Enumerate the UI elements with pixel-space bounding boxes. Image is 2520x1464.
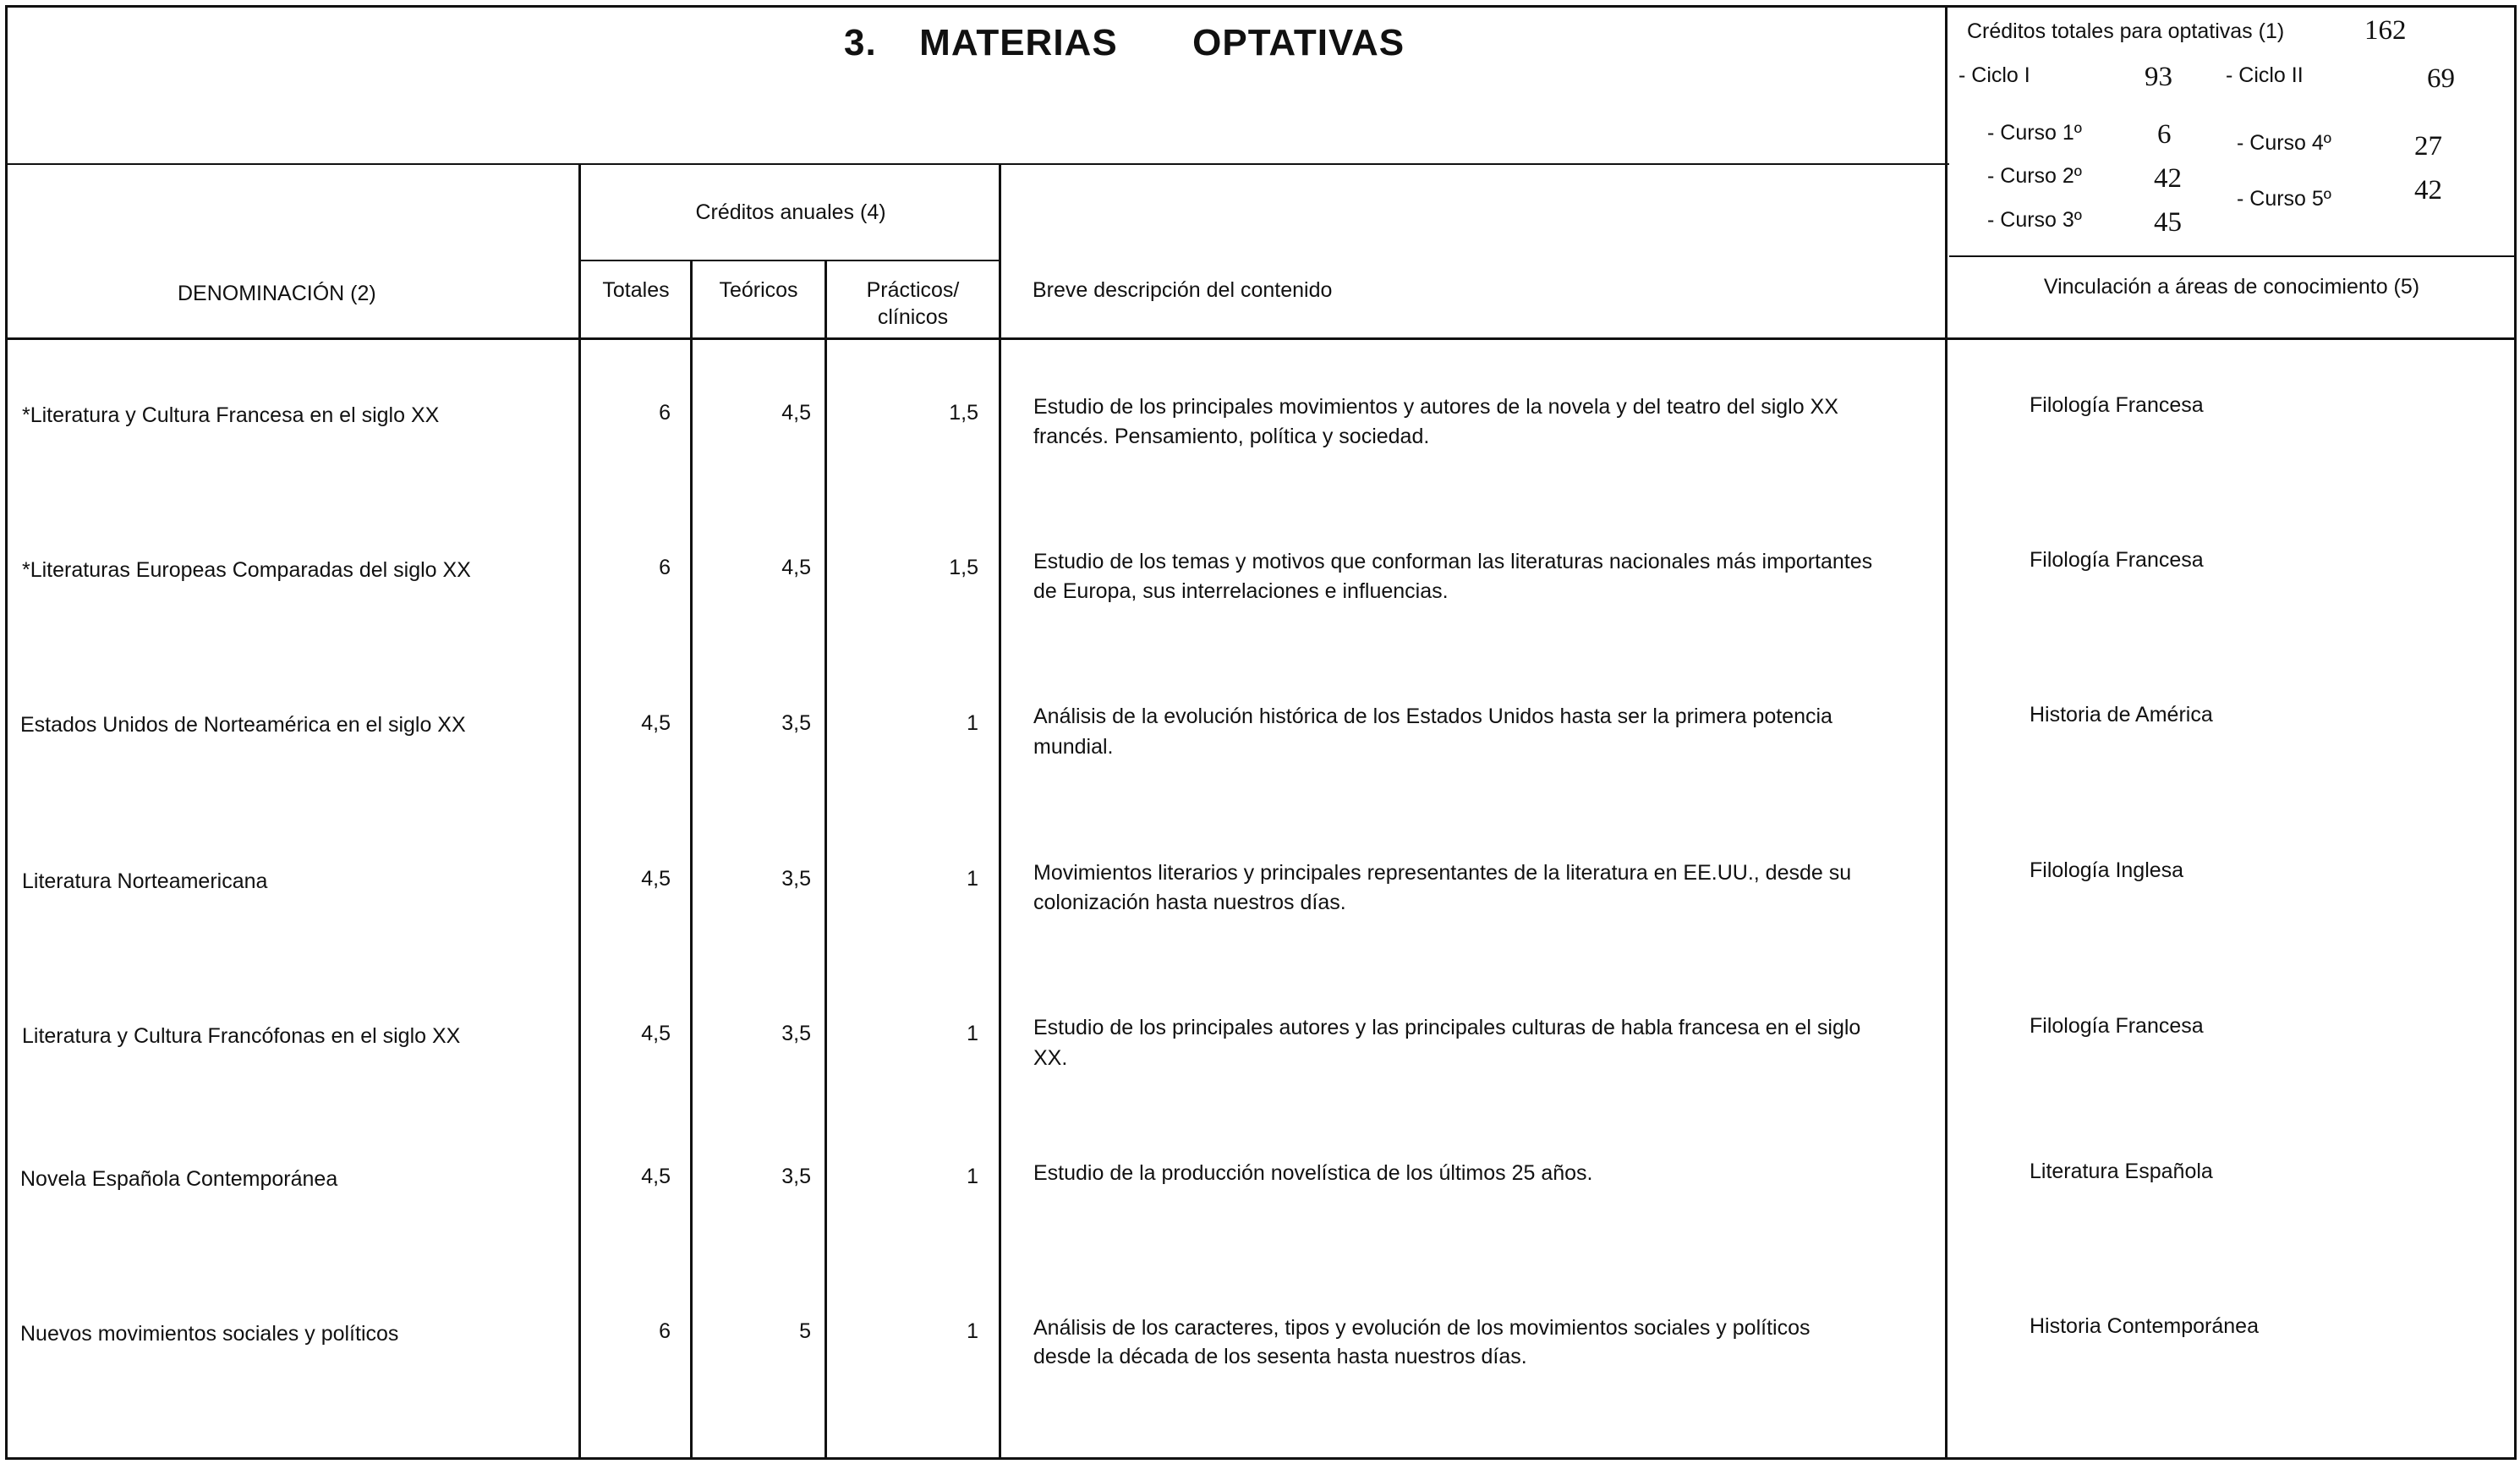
row-6-name: Novela Española Contemporánea <box>20 1167 338 1191</box>
curso5-value: 42 <box>2414 175 2442 206</box>
row-1-desc-line2: francés. Pensamiento, política y sociedad. <box>1033 425 1430 448</box>
row-2-practicos: 1,5 <box>949 556 978 579</box>
row-5-practicos: 1 <box>967 1022 978 1045</box>
curso3-value: 45 <box>2154 207 2182 238</box>
row-4-area: Filología Inglesa <box>2030 858 2184 882</box>
header-bottom-line <box>7 337 2514 340</box>
row-6-desc-line1: Estudio de la producción novelística de los últimos 25 años. <box>1033 1161 1593 1185</box>
row-3-desc-line2: mundial. <box>1033 735 1114 759</box>
header-descripcion: Breve descripción del contenido <box>1033 278 1333 302</box>
row-7-desc-line1: Análisis de los caracteres, tipos y evolución de los movimientos sociales y políticos <box>1033 1316 1811 1340</box>
header-totales: Totales <box>602 278 670 302</box>
row-6-totales: 4,5 <box>641 1165 671 1188</box>
row-7-practicos: 1 <box>967 1319 978 1343</box>
column-divider-totales <box>690 260 693 1460</box>
row-3-practicos: 1 <box>967 711 978 735</box>
header-practicos-line2: clínicos <box>877 305 949 329</box>
row-4-desc-line1: Movimientos literarios y principales representantes de la literatura en EE.UU., desde su <box>1033 861 1852 885</box>
ciclo1-label: - Ciclo I <box>1958 63 2030 87</box>
header-teoricos: Teóricos <box>719 278 798 302</box>
curso2-label: - Curso 2º <box>1987 164 2082 188</box>
row-2-totales: 6 <box>659 556 671 579</box>
row-2-area: Filología Francesa <box>2030 548 2204 572</box>
row-7-area: Historia Contemporánea <box>2030 1314 2259 1338</box>
curso4-value: 27 <box>2414 131 2442 162</box>
row-6-teoricos: 3,5 <box>781 1165 811 1188</box>
page-title <box>844 22 1405 64</box>
row-3-teoricos: 3,5 <box>781 711 811 735</box>
row-3-name: Estados Unidos de Norteamérica en el siglo XX <box>20 713 466 737</box>
curso5-label: - Curso 5º <box>2237 187 2331 211</box>
column-divider-descripcion <box>1945 5 1948 1460</box>
row-7-totales: 6 <box>659 1319 671 1343</box>
column-divider-practicos <box>999 163 1001 1460</box>
subheader-divider-line <box>578 260 1001 261</box>
row-5-totales: 4,5 <box>641 1022 671 1045</box>
row-1-desc-line1: Estudio de los principales movimientos y autores de la novela y del teatro del siglo XX <box>1033 395 1838 419</box>
row-1-teoricos: 4,5 <box>781 401 811 425</box>
credits-total-value: 162 <box>2364 15 2407 46</box>
header-creditos-anuales: Créditos anuales (4) <box>695 200 886 224</box>
row-3-totales: 4,5 <box>641 711 671 735</box>
row-5-area: Filología Francesa <box>2030 1014 2204 1038</box>
row-5-desc-line2: XX. <box>1033 1046 1068 1070</box>
row-7-desc-line2: desde la década de los sesenta hasta nuestros días. <box>1033 1345 1527 1368</box>
row-2-desc-line2: de Europa, sus interrelaciones e influencias. <box>1033 579 1449 603</box>
header-divider-line <box>7 163 1949 165</box>
row-2-desc-line1: Estudio de los temas y motivos que conforman las literaturas nacionales más importantes <box>1033 550 1873 573</box>
row-6-area: Literatura Española <box>2030 1160 2213 1183</box>
row-1-name: *Literatura y Cultura Francesa en el siglo XX <box>22 403 440 427</box>
ciclo2-value: 69 <box>2427 63 2455 94</box>
credits-box-divider-line <box>1949 255 2514 257</box>
section-number: 3. <box>844 22 877 63</box>
row-4-teoricos: 3,5 <box>781 867 811 891</box>
header-denominacion: DENOMINACIÓN (2) <box>178 282 376 305</box>
header-practicos-line1: Prácticos/ <box>866 278 960 302</box>
row-4-totales: 4,5 <box>641 867 671 891</box>
row-1-totales: 6 <box>659 401 671 425</box>
curso2-value: 42 <box>2154 163 2182 194</box>
ciclo1-value: 93 <box>2145 62 2172 92</box>
curso1-value: 6 <box>2157 119 2172 150</box>
ciclo2-label: - Ciclo II <box>2226 63 2304 87</box>
curso4-label: - Curso 4º <box>2237 131 2331 155</box>
row-5-teoricos: 3,5 <box>781 1022 811 1045</box>
column-divider-teoricos <box>824 260 827 1460</box>
curso3-label: - Curso 3º <box>1987 208 2082 232</box>
curso1-label: - Curso 1º <box>1987 121 2082 145</box>
row-4-desc-line2: colonización hasta nuestros días. <box>1033 891 1346 914</box>
header-vinculacion: Vinculación a áreas de conocimiento (5) <box>2043 275 2420 299</box>
row-3-area: Historia de América <box>2030 703 2213 727</box>
row-7-teoricos: 5 <box>799 1319 811 1343</box>
column-divider-denominacion <box>578 163 581 1460</box>
row-4-practicos: 1 <box>967 867 978 891</box>
credits-total-label: Créditos totales para optativas (1) <box>1967 19 2285 43</box>
row-7-name: Nuevos movimientos sociales y políticos <box>20 1322 399 1346</box>
row-4-name: Literatura Norteamericana <box>22 869 268 893</box>
row-2-name: *Literaturas Europeas Comparadas del siglo XX <box>22 558 471 582</box>
row-1-practicos: 1,5 <box>949 401 978 425</box>
row-5-name: Literatura y Cultura Francófonas en el siglo XX <box>22 1024 461 1048</box>
title-word-materias: MATERIAS <box>919 22 1118 63</box>
row-3-desc-line1: Análisis de la evolución histórica de los Estados Unidos hasta ser la primera potencia <box>1033 705 1832 728</box>
row-2-teoricos: 4,5 <box>781 556 811 579</box>
title-word-optativas: OPTATIVAS <box>1192 22 1405 63</box>
row-5-desc-line1: Estudio de los principales autores y las principales culturas de habla francesa en el siglo <box>1033 1016 1861 1039</box>
row-6-practicos: 1 <box>967 1165 978 1188</box>
row-1-area: Filología Francesa <box>2030 393 2204 417</box>
